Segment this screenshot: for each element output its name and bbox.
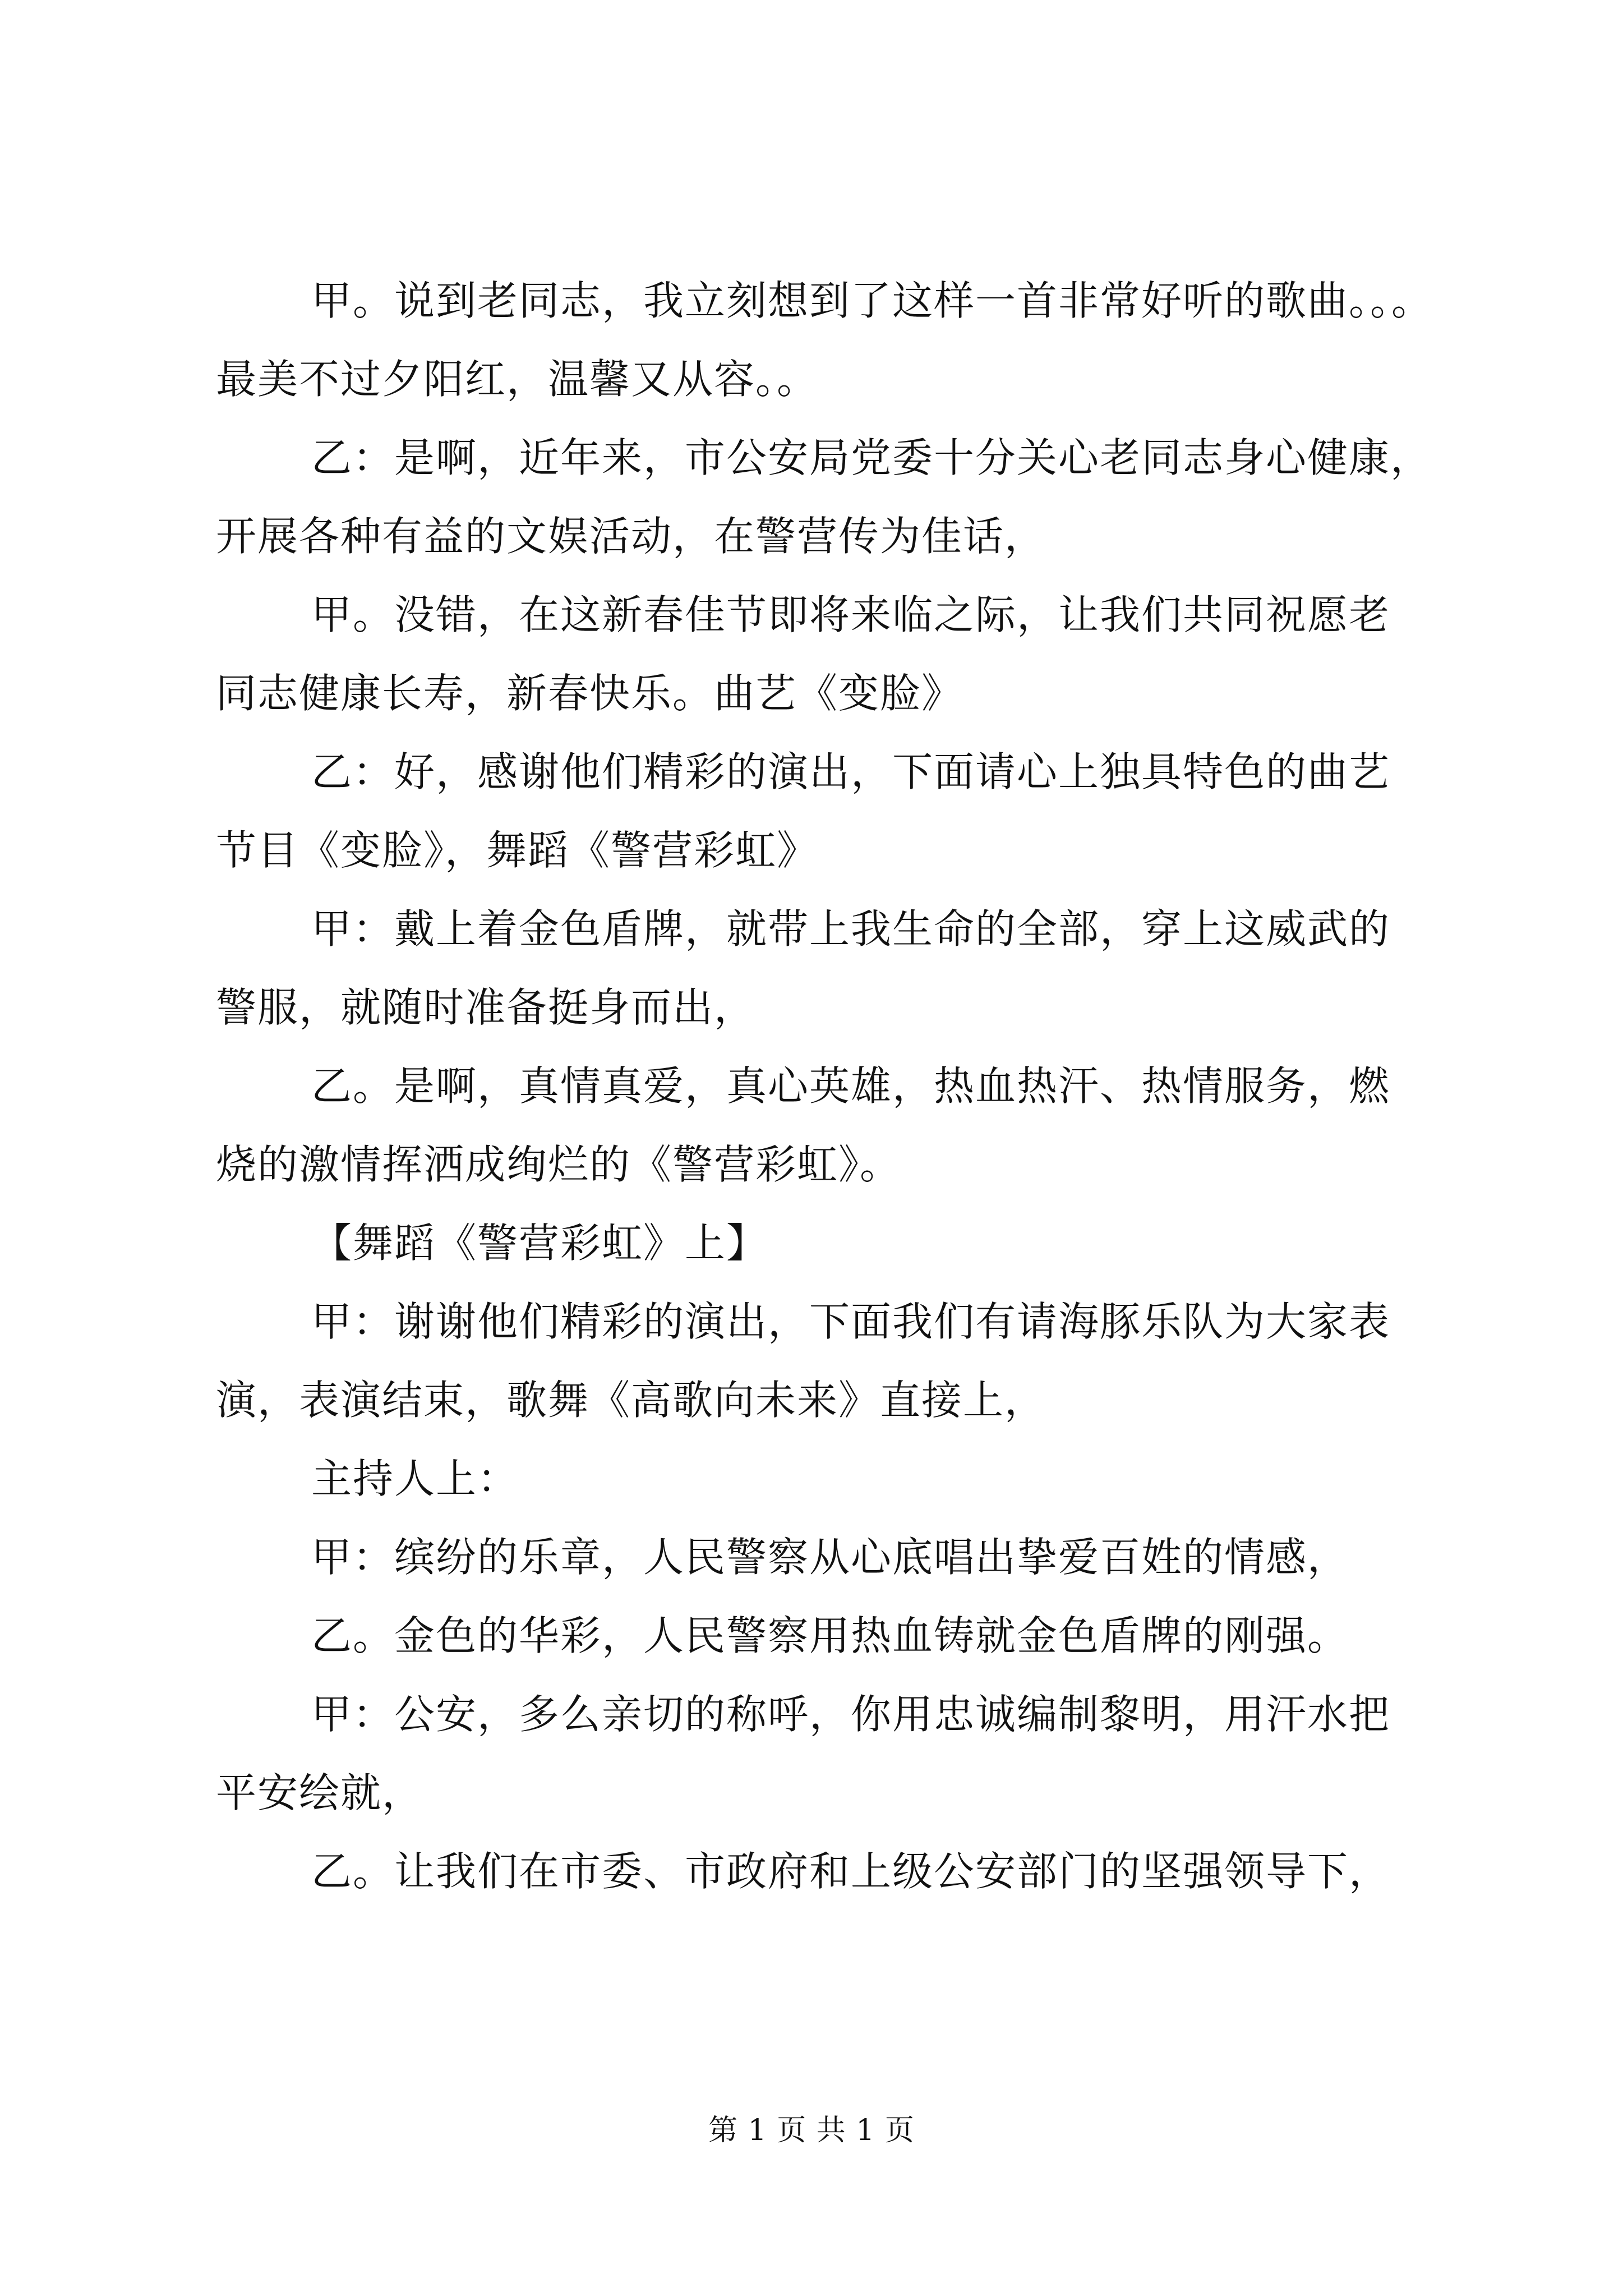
paragraph-line: 乙。是啊，真情真爱，真心英雄，热血热汗、热情服务，燃 xyxy=(311,1062,1391,1110)
paragraph-line: 演，表演结束，歌舞《高歌向未来》直接上， xyxy=(216,1377,1046,1424)
paragraph-line: 乙。金色的华彩，人民警察用热血铸就金色盾牌的刚强。 xyxy=(311,1612,1349,1659)
paragraph-line: 开展各种有益的文娱活动，在警营传为佳话， xyxy=(216,513,1046,560)
paragraph-line: 烧的激情挥洒成绚烂的《警营彩虹》。 xyxy=(216,1141,902,1188)
paragraph-line: 甲：缤纷的乐章，人民警察从心底唱出挚爱百姓的情感， xyxy=(311,1534,1349,1581)
paragraph-line: 最美不过夕阳红，温馨又从容。。 xyxy=(216,356,819,403)
paragraph-line: 甲。没错，在这新春佳节即将来临之际，让我们共同祝愿老 xyxy=(311,591,1391,638)
paragraph-line: 甲：谢谢他们精彩的演出，下面我们有请海豚乐队为大家表 xyxy=(311,1298,1391,1345)
paragraph-line: 平安绘就， xyxy=(216,1769,424,1816)
paragraph-line: 乙：好，感谢他们精彩的演出，下面请心上独具特色的曲艺 xyxy=(311,748,1391,795)
paragraph-line: 乙：是啊，近年来，市公安局党委十分关心老同志身心健康， xyxy=(311,434,1432,481)
paragraph-line: 甲。说到老同志，我立刻想到了这样一首非常好听的歌曲。。。 xyxy=(311,277,1433,324)
paragraph-line: 乙。让我们在市委、市政府和上级公安部门的坚强领导下， xyxy=(311,1848,1391,1895)
page-footer: 第 1 页 共 1 页 xyxy=(708,2114,915,2147)
stage-direction: 【舞蹈《警营彩虹》上】 xyxy=(311,1220,768,1267)
paragraph-line: 甲：公安，多么亲切的称呼，你用忠诚编制黎明，用汗水把 xyxy=(311,1691,1391,1738)
paragraph-line: 节目《变脸》，舞蹈《警营彩虹》 xyxy=(216,827,819,874)
document-body xyxy=(216,277,1433,1930)
paragraph-line: 甲：戴上着金色盾牌，就带上我生命的全部，穿上这威武的 xyxy=(311,905,1391,953)
paragraph-line: 主持人上： xyxy=(311,1455,519,1502)
paragraph-line: 警服，就随时准备挺身而出， xyxy=(216,984,756,1031)
paragraph-line: 同志健康长寿，新春快乐。曲艺《变脸》 xyxy=(216,670,963,717)
